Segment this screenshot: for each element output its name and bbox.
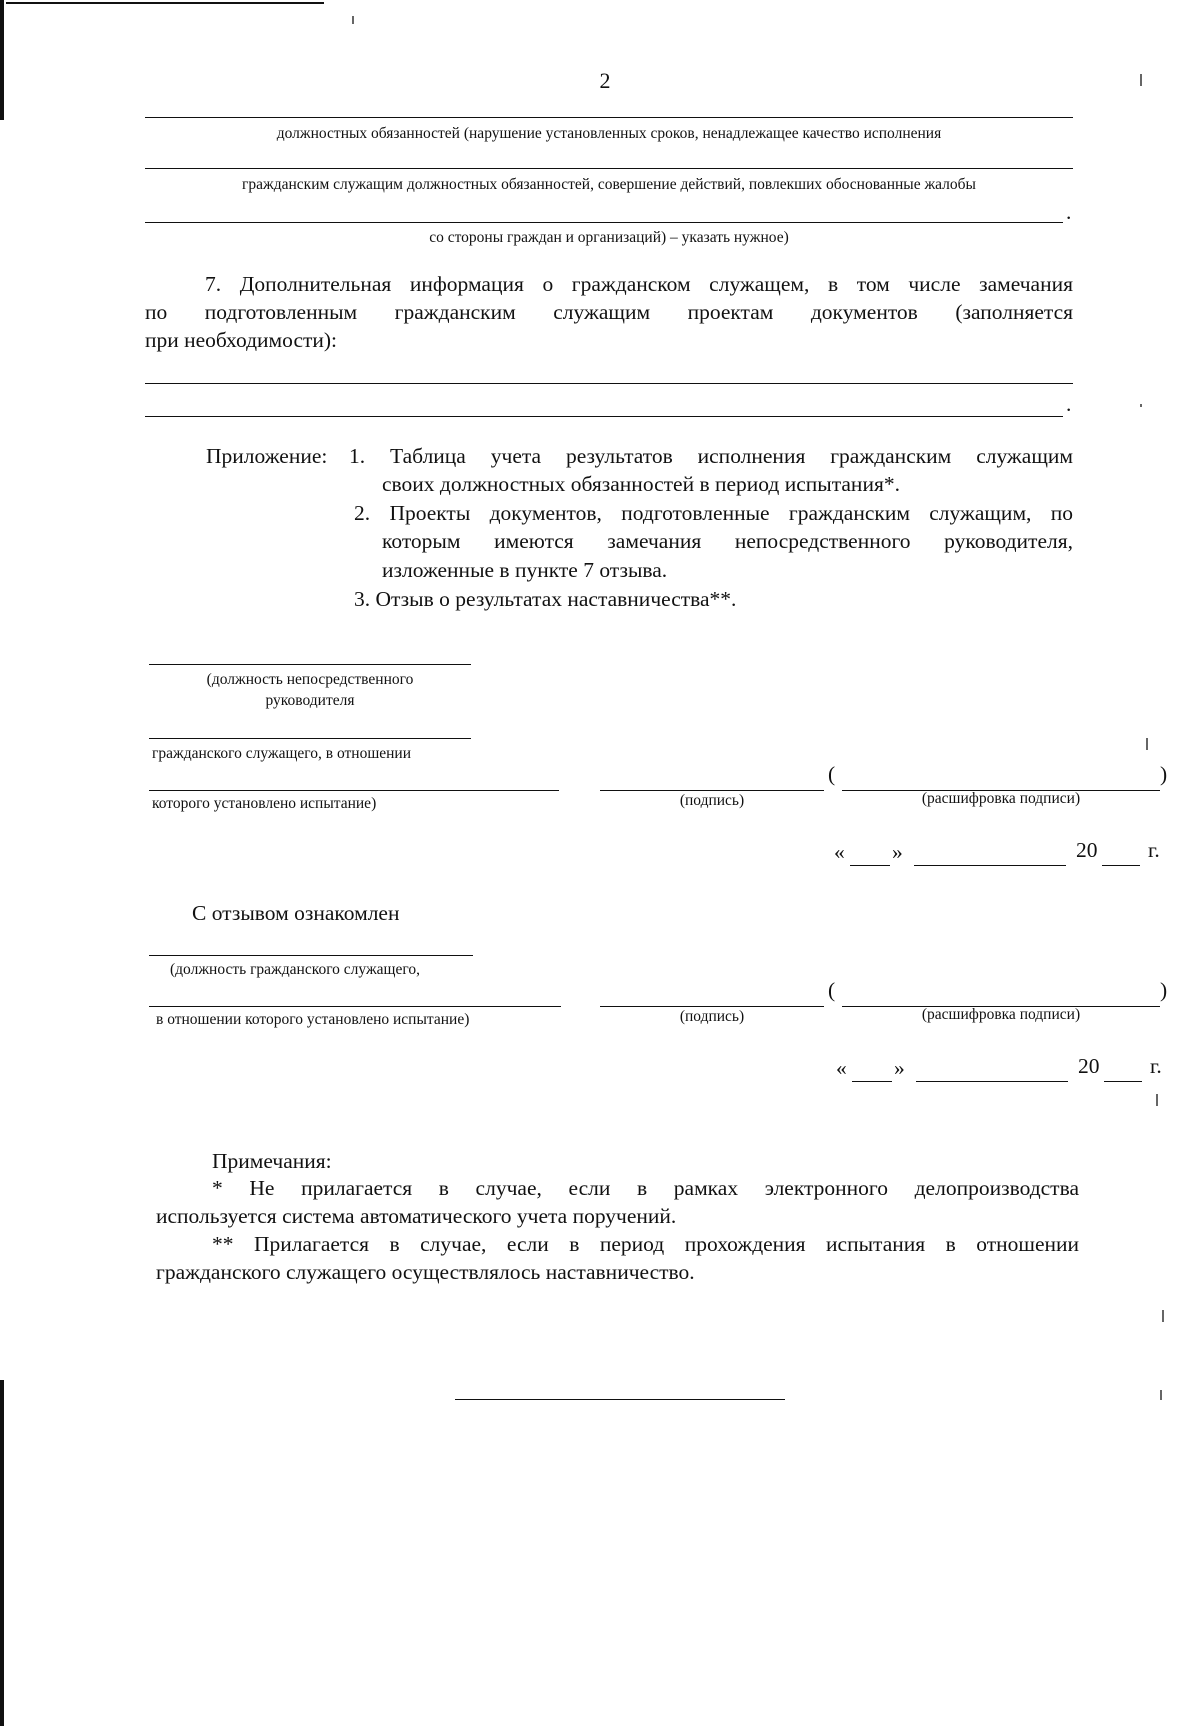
signature-caption: (подпись)	[679, 1008, 745, 1025]
date-open-quote: «	[836, 1056, 847, 1080]
scan-speck	[1162, 1310, 1164, 1322]
decoding-caption: (расшифровка подписи)	[921, 1006, 1081, 1023]
note-2: ** Прилагается в случае, если в период прохождения испытания в отношении	[212, 1232, 1079, 1256]
scan-speck	[352, 16, 354, 24]
section-7-line: по подготовленным гражданским служащим проектам документов (заполняется	[145, 300, 1073, 324]
position-line[interactable]	[149, 1006, 561, 1007]
paren-close: )	[1160, 978, 1168, 1002]
notes-title: Примечания:	[212, 1149, 332, 1173]
position-line[interactable]	[149, 790, 559, 791]
scan-speck	[1140, 74, 1142, 86]
appendix-item-2-cont: изложенные в пункте 7 отзыва.	[382, 558, 668, 582]
paren-open: (	[828, 762, 836, 786]
date-year: 20	[1076, 838, 1098, 862]
appendix-item-1: 1. Таблица учета результатов исполнения гражданским служащим	[349, 444, 1073, 468]
scan-edge-bottom	[0, 1380, 4, 1726]
section-7-line: при необходимости):	[145, 328, 338, 352]
appendix-item-1-cont: своих должностных обязанностей в период испытания*.	[382, 472, 900, 496]
date-close-quote: »	[892, 840, 903, 864]
date-year-line[interactable]	[1104, 1081, 1142, 1082]
position-caption: гражданского служащего, в отношении	[152, 745, 412, 762]
paren-close: )	[1160, 762, 1168, 786]
position-line[interactable]	[149, 738, 471, 739]
fill-line	[145, 416, 1063, 417]
scan-speck	[1160, 1390, 1162, 1400]
fill-line	[145, 383, 1073, 384]
appendix-item-2: 2. Проекты документов, подготовленные гражданским служащим, по	[354, 501, 1073, 525]
page-number: 2	[599, 68, 611, 93]
date-suffix: г.	[1150, 1054, 1162, 1078]
appendix-item-3: 3. Отзыв о результатах наставничества**.	[354, 587, 737, 611]
field-caption: должностных обязанностей (нарушение установленных сроков, ненадлежащее качество исполнения	[276, 125, 942, 142]
scan-speck	[1156, 1094, 1158, 1106]
date-day-line[interactable]	[850, 865, 890, 866]
note-2-cont: гражданского служащего осуществлялось наставничество.	[156, 1260, 695, 1284]
acknowledgement-title: С отзывом ознакомлен	[192, 901, 400, 925]
date-year-line[interactable]	[1102, 865, 1140, 866]
paren-open: (	[828, 978, 836, 1002]
scan-edge-top	[0, 0, 4, 120]
scan-top-stroke	[6, 2, 324, 4]
decoding-caption: (расшифровка подписи)	[921, 790, 1081, 807]
signature-line[interactable]	[600, 1006, 824, 1007]
position-caption: (должность гражданского служащего,	[170, 961, 420, 978]
position-line[interactable]	[149, 955, 473, 956]
scan-speck	[1140, 404, 1142, 407]
note-1-cont: используется система автоматического учета поручений.	[156, 1204, 677, 1228]
date-month-line[interactable]	[916, 1081, 1068, 1082]
end-mark: .	[1066, 200, 1072, 224]
position-caption: которого установлено испытание)	[152, 795, 377, 812]
fill-line	[145, 117, 1073, 118]
date-day-line[interactable]	[852, 1081, 892, 1082]
date-close-quote: »	[894, 1056, 905, 1080]
position-line[interactable]	[149, 664, 471, 665]
date-year: 20	[1078, 1054, 1100, 1078]
position-caption: руководителя	[265, 692, 355, 709]
section-7-line: 7. Дополнительная информация о гражданском служащем, в том числе замечания	[205, 272, 1073, 296]
appendix-label: Приложение:	[206, 444, 328, 468]
date-suffix: г.	[1148, 838, 1160, 862]
date-open-quote: «	[834, 840, 845, 864]
end-rule	[455, 1399, 785, 1400]
position-caption: в отношении которого установлено испытание)	[156, 1011, 470, 1028]
appendix-item-2-cont: которым имеются замечания непосредственного руководителя,	[382, 529, 1073, 553]
date-month-line[interactable]	[914, 865, 1066, 866]
signature-caption: (подпись)	[679, 792, 745, 809]
position-caption: (должность непосредственного	[206, 671, 414, 688]
note-1: * Не прилагается в случае, если в рамках электронного делопроизводства	[212, 1176, 1079, 1200]
scan-speck	[1146, 738, 1148, 750]
field-caption: гражданским служащим должностных обязанностей, совершение действий, повлекших обоснованные жалобы	[242, 176, 976, 193]
end-mark: .	[1066, 392, 1072, 416]
fill-line	[145, 168, 1073, 169]
field-caption: со стороны граждан и организаций) – указать нужное)	[429, 229, 789, 246]
fill-line	[145, 222, 1063, 223]
signature-line[interactable]	[600, 790, 824, 791]
